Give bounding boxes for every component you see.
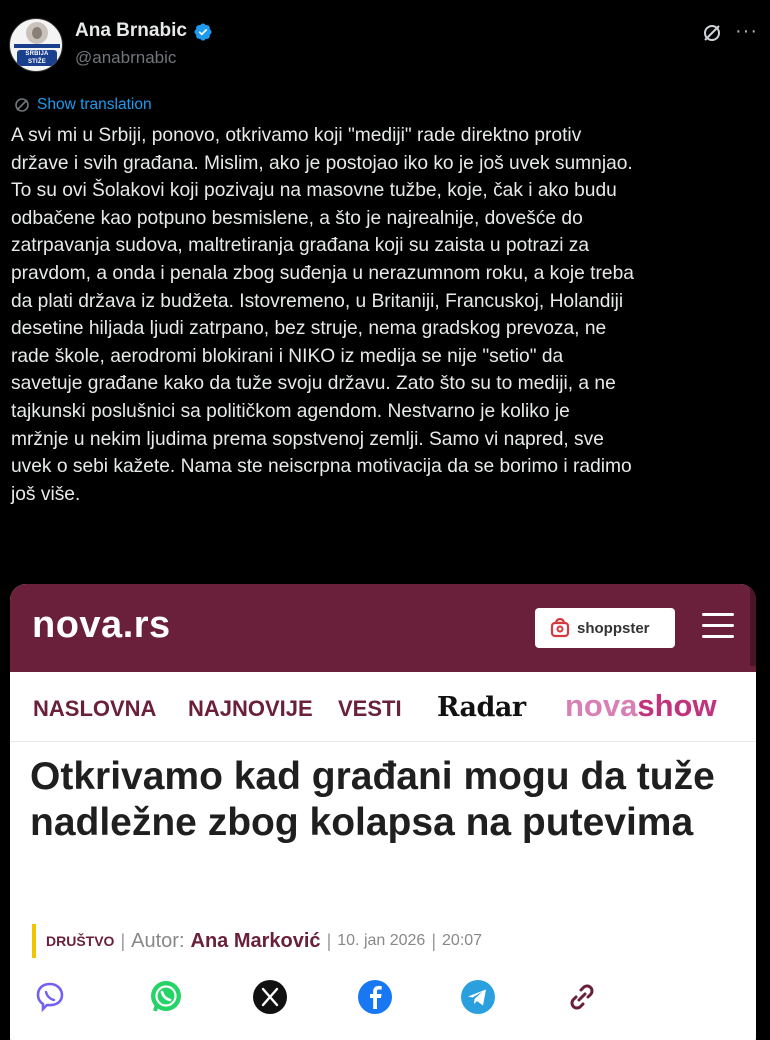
avatar-band (14, 44, 60, 48)
share-bar (32, 979, 592, 1019)
nav-naslovna: NASLOVNA (33, 696, 157, 721)
embedded-image[interactable] (10, 584, 756, 1040)
author-handle[interactable]: @anabrnabic (75, 48, 177, 67)
shoppster-button (535, 608, 675, 648)
facebook-icon (357, 979, 393, 1015)
meta-separator: | (326, 930, 332, 951)
x-icon (252, 979, 288, 1015)
shoppster-icon (549, 617, 571, 639)
telegram-icon (460, 979, 496, 1015)
avatar-logo-line-2: STIŽE (27, 59, 46, 65)
article-date: 10. jan 2026 (337, 932, 426, 949)
link-icon (564, 979, 600, 1015)
article-meta (32, 924, 482, 958)
shoppster-label: shoppster (577, 619, 650, 637)
nav-radar: Radar (437, 692, 526, 723)
site-nav (10, 674, 756, 742)
grok-icon[interactable] (702, 23, 722, 43)
site-header (10, 584, 756, 672)
translate-icon (14, 97, 30, 113)
meta-separator: | (120, 930, 126, 951)
scrollbar (750, 584, 756, 666)
nav-novashow (565, 688, 717, 724)
verified-badge-icon (193, 22, 213, 42)
meta-separator: | (431, 930, 437, 951)
article-author-label: Autor: (131, 929, 185, 952)
avatar-portrait (26, 22, 48, 44)
article-headline: Otkrivamo kad građani mogu da tuže nadležne zbog kolapsa na putevima (30, 755, 715, 844)
avatar-logo (17, 50, 57, 66)
article-category: DRUŠTVO (46, 933, 115, 949)
viber-icon (32, 979, 68, 1015)
post-text: A svi mi u Srbiji, ponovo, otkrivamo koji "mediji" rade direktno protiv države i svih građana. Mislim, ako je postojao iko ko je još uvek sumnjao. To su ovi Šolakovi koji pozivaju na masovne tužbe, koje, čak i ako budu odbačene kao potpuno besmislene, a što je najrealnije, dovešće do zatrpavanja sudova, maltretiranja građana koji su zaista u potrazi za pravdom, a onda i penala zbog suđenja u nerazumnom roku, a koje treba da plati država iz budžeta. Istovremeno, u Britaniji, Francuskoj, Holandiji desetine hiljada ljudi zatrpano, bez struje, nema gradskog prevoza, ne rade škole, aerodromi blokirani i NIKO iz medija se nije "setio" da savetuje građane kako da tuže svoju državu. Zato što su to mediji, a ne tajkunski poslušnici sa političkom agendom. Nestvarno je koliko je mržnje u nekim ljudima prema sopstvenoj zemlji. Samo vi napred, sve uvek o sebi kažete. Nama ste neiscrpna motivacija da se borimo i radimo još više. (11, 125, 634, 505)
nav-vesti: VESTI (338, 696, 402, 721)
nav-najnovije: NAJNOVIJE (188, 696, 313, 721)
avatar-logo-line-1: SRBIJA (25, 51, 49, 57)
more-icon[interactable]: ··· (735, 20, 758, 42)
nav-novashow-nova: nova (565, 688, 638, 723)
menu-icon (702, 613, 734, 641)
author-name[interactable]: Ana Brnabic (75, 20, 187, 41)
article-time: 20:07 (442, 932, 483, 949)
nav-novashow-show: show (637, 688, 717, 723)
whatsapp-icon (148, 979, 184, 1015)
show-translation-label[interactable]: Show translation (37, 96, 152, 113)
avatar[interactable] (9, 18, 63, 72)
show-translation[interactable] (14, 96, 152, 114)
site-logo: nova.rs (32, 604, 171, 646)
article-author-name: Ana Marković (190, 929, 321, 952)
